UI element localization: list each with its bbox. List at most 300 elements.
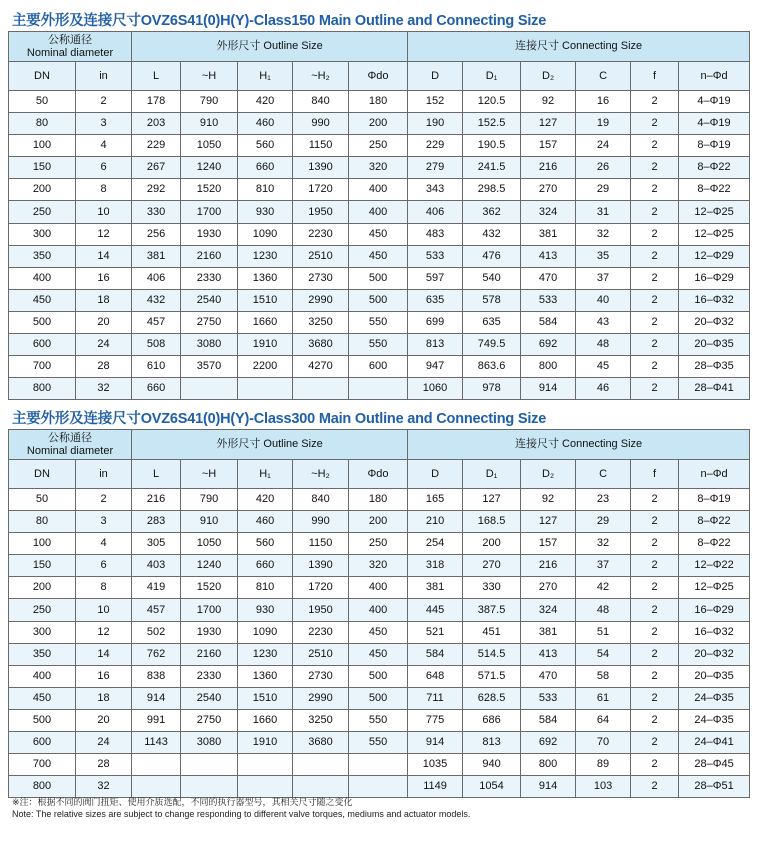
table-cell: 450 [349, 621, 408, 643]
table-cell: 20–Φ32 [679, 643, 750, 665]
table-cell: 150 [9, 157, 76, 179]
table-cell: 250 [349, 135, 408, 157]
table-cell: 127 [521, 113, 576, 135]
table-cell: 200 [349, 511, 408, 533]
table-cell: 2330 [181, 267, 238, 289]
table-cell: 600 [349, 356, 408, 378]
table-cell: 1520 [181, 179, 238, 201]
table-cell: 2 [631, 621, 679, 643]
table-cell: 165 [408, 489, 463, 511]
table-row [9, 356, 750, 378]
table-cell: 58 [576, 665, 631, 687]
table-cell: 8–Φ19 [679, 135, 750, 157]
table-cell: 450 [9, 687, 76, 709]
table-cell: 29 [576, 179, 631, 201]
note-chinese: ※注：根据不同的阀门扭矩、使用介质选配，不同的执行器型号，其相关尺寸随之变化 [12, 797, 353, 807]
table-cell: 540 [463, 267, 521, 289]
table-cell: 413 [521, 643, 576, 665]
column-header-body [9, 460, 750, 489]
column-header: Φdo [349, 460, 408, 489]
table-cell: 16–Φ32 [679, 621, 750, 643]
table-cell: 840 [293, 91, 349, 113]
table-cell: 10 [76, 201, 132, 223]
table-cell: 324 [521, 599, 576, 621]
table-cell: 470 [521, 665, 576, 687]
table-cell: 550 [349, 311, 408, 333]
table-cell: 635 [408, 289, 463, 311]
column-header: n–Φd [679, 460, 750, 489]
table-cell: 2 [76, 489, 132, 511]
table-row [9, 577, 750, 599]
table-cell: 476 [463, 245, 521, 267]
table-cell: 2 [631, 135, 679, 157]
column-header: in [76, 460, 132, 489]
table-cell: 28 [76, 356, 132, 378]
table-cell: 381 [521, 223, 576, 245]
table-row [9, 621, 750, 643]
table-cell: 387.5 [463, 599, 521, 621]
table-cell: 2 [631, 356, 679, 378]
table-cell: 400 [349, 577, 408, 599]
table-cell: 910 [181, 113, 238, 135]
table-cell: 990 [293, 113, 349, 135]
table-cell [181, 754, 238, 776]
table-cell: 533 [408, 245, 463, 267]
table-cell: 413 [521, 245, 576, 267]
table-cell: 4270 [293, 356, 349, 378]
column-header: n–Φd [679, 62, 750, 91]
table-cell: 450 [9, 289, 76, 311]
column-header: DN [9, 62, 76, 91]
connecting-size-header: 连接尺寸 Connecting Size [408, 430, 750, 460]
table-cell: 350 [9, 643, 76, 665]
table-cell: 686 [463, 709, 521, 731]
table-cell: 180 [349, 91, 408, 113]
table-cell: 1950 [293, 201, 349, 223]
table-cell: 229 [408, 135, 463, 157]
table-cell: 45 [576, 356, 631, 378]
table-cell: 560 [238, 533, 293, 555]
table-cell: 1510 [238, 289, 293, 311]
table-cell: 1060 [408, 378, 463, 400]
table-cell: 61 [576, 687, 631, 709]
table-cell: 2 [631, 334, 679, 356]
table-cell: 500 [349, 289, 408, 311]
table-cell: 270 [463, 555, 521, 577]
table-cell: 838 [132, 665, 181, 687]
table-cell: 502 [132, 621, 181, 643]
table-cell: 700 [9, 754, 76, 776]
column-header: D₁ [463, 62, 521, 91]
table-cell: 930 [238, 599, 293, 621]
table-cell: 3 [76, 113, 132, 135]
table-cell: 914 [521, 378, 576, 400]
table-cell [293, 378, 349, 400]
table-cell: 28–Φ51 [679, 776, 750, 798]
table-cell: 2 [631, 533, 679, 555]
table-cell: 460 [238, 511, 293, 533]
table-cell: 283 [132, 511, 181, 533]
column-header: f [631, 62, 679, 91]
table-cell: 50 [9, 91, 76, 113]
table-cell: 29 [576, 511, 631, 533]
table-cell: 250 [349, 533, 408, 555]
table-cell: 584 [521, 311, 576, 333]
column-header: H₁ [238, 62, 293, 91]
table-cell: 40 [576, 289, 631, 311]
table-cell: 813 [408, 334, 463, 356]
table-cell: 256 [132, 223, 181, 245]
table-cell: 1930 [181, 223, 238, 245]
table-cell: 2 [631, 201, 679, 223]
column-header: ~H₂ [293, 62, 349, 91]
table-cell: 150 [9, 555, 76, 577]
table-row [9, 179, 750, 201]
table-cell: 2 [631, 665, 679, 687]
table-cell: 840 [293, 489, 349, 511]
nominal-diameter-en: Nominal diameter [26, 444, 114, 457]
table-cell: 660 [132, 378, 181, 400]
table-cell [349, 378, 408, 400]
dimension-table-class150 [8, 31, 750, 400]
table-cell: 1240 [181, 555, 238, 577]
connecting-size-header: 连接尺寸 Connecting Size [408, 32, 750, 62]
table-cell: 1510 [238, 687, 293, 709]
table-row [9, 643, 750, 665]
table-cell: 12–Φ29 [679, 245, 750, 267]
table-cell: 560 [238, 135, 293, 157]
table-cell: 51 [576, 621, 631, 643]
table-cell: 457 [132, 311, 181, 333]
table-cell: 270 [521, 179, 576, 201]
table-cell: 990 [293, 511, 349, 533]
table-cell: 20–Φ32 [679, 311, 750, 333]
table-cell: 914 [521, 776, 576, 798]
table-title-class300: 主要外形及连接尺寸OVZ6S41(0)H(Y)-Class300 Main Outline and Connecting Size [12, 411, 547, 427]
table-cell: 24 [76, 732, 132, 754]
table-cell: 533 [521, 289, 576, 311]
table-cell: 1035 [408, 754, 463, 776]
table-cell: 103 [576, 776, 631, 798]
table-cell: 1090 [238, 621, 293, 643]
table-cell: 597 [408, 267, 463, 289]
table-cell: 16–Φ29 [679, 267, 750, 289]
table-cell: 157 [521, 533, 576, 555]
table-cell: 2 [631, 179, 679, 201]
table-cell: 1054 [463, 776, 521, 798]
table-cell: 500 [349, 267, 408, 289]
table-cell: 800 [9, 776, 76, 798]
table-cell: 2540 [181, 687, 238, 709]
table-cell: 450 [349, 643, 408, 665]
dimension-table-class300 [8, 429, 750, 798]
table-cell: 89 [576, 754, 631, 776]
table-cell [238, 754, 293, 776]
table-cell: 18 [76, 687, 132, 709]
table-cell: 3080 [181, 334, 238, 356]
table-cell: 24–Φ35 [679, 687, 750, 709]
table-cell: 432 [463, 223, 521, 245]
table-cell: 2 [631, 289, 679, 311]
table-cell: 1150 [293, 135, 349, 157]
table-cell: 120.5 [463, 91, 521, 113]
table-cell: 100 [9, 135, 76, 157]
table-cell: 947 [408, 356, 463, 378]
column-header: ~H [181, 460, 238, 489]
table-cell: 48 [576, 334, 631, 356]
table-cell: 203 [132, 113, 181, 135]
table-cell: 2 [631, 245, 679, 267]
table-cell: 419 [132, 577, 181, 599]
table-cell: 500 [349, 687, 408, 709]
table-cell: 19 [576, 113, 631, 135]
column-header: D₂ [521, 62, 576, 91]
table-cell: 46 [576, 378, 631, 400]
table-cell: 508 [132, 334, 181, 356]
table-cell: 810 [238, 179, 293, 201]
table-cell: 190.5 [463, 135, 521, 157]
table-row [9, 599, 750, 621]
table-cell: 12–Φ25 [679, 223, 750, 245]
table-cell: 483 [408, 223, 463, 245]
table-cell: 2990 [293, 687, 349, 709]
table-cell: 48 [576, 599, 631, 621]
table-cell: 330 [463, 577, 521, 599]
table-cell: 16 [576, 91, 631, 113]
table-cell: 12–Φ25 [679, 577, 750, 599]
table-cell: 216 [132, 489, 181, 511]
table-cell: 267 [132, 157, 181, 179]
table-cell: 343 [408, 179, 463, 201]
table-cell: 3250 [293, 709, 349, 731]
table-cell: 400 [9, 665, 76, 687]
table-cell: 8–Φ22 [679, 533, 750, 555]
nominal-diameter-cn: 公称通径 [48, 33, 92, 46]
table-cell: 3250 [293, 311, 349, 333]
table-cell: 28–Φ41 [679, 378, 750, 400]
table-cell: 14 [76, 643, 132, 665]
table-cell: 1050 [181, 135, 238, 157]
table-cell: 35 [576, 245, 631, 267]
table-cell: 1720 [293, 577, 349, 599]
table-cell: 37 [576, 267, 631, 289]
table-cell: 914 [408, 732, 463, 754]
table-cell: 381 [132, 245, 181, 267]
table-cell: 635 [463, 311, 521, 333]
table-cell: 400 [349, 201, 408, 223]
table-cell: 800 [9, 378, 76, 400]
table-cell: 250 [9, 201, 76, 223]
table-cell: 2330 [181, 665, 238, 687]
table-cell: 500 [349, 665, 408, 687]
table-row [9, 709, 750, 731]
table-cell: 910 [181, 511, 238, 533]
table-cell: 300 [9, 621, 76, 643]
table-cell: 514.5 [463, 643, 521, 665]
table-cell: 157 [521, 135, 576, 157]
table-cell: 210 [408, 511, 463, 533]
table-row [9, 555, 750, 577]
table-cell: 6 [76, 555, 132, 577]
table-cell: 1700 [181, 201, 238, 223]
table-cell: 270 [521, 577, 576, 599]
table-cell: 2 [631, 223, 679, 245]
table-cell: 403 [132, 555, 181, 577]
table-cell: 533 [521, 687, 576, 709]
table-cell: 1230 [238, 643, 293, 665]
table-cell: 200 [463, 533, 521, 555]
table-cell: 991 [132, 709, 181, 731]
table-cell: 31 [576, 201, 631, 223]
table-cell: 10 [76, 599, 132, 621]
table-row [9, 135, 750, 157]
table-row [9, 732, 750, 754]
table-cell: 450 [349, 245, 408, 267]
table-cell: 324 [521, 201, 576, 223]
table-cell: 20–Φ35 [679, 665, 750, 687]
note-english: Note: The relative sizes are subject to change responding to different valve torques, mediums and actuator models. [12, 809, 471, 819]
table-cell: 457 [132, 599, 181, 621]
table-cell [349, 776, 408, 798]
table-cell: 600 [9, 334, 76, 356]
table-cell: 127 [521, 511, 576, 533]
table-cell: 400 [349, 599, 408, 621]
table-cell: 2 [631, 709, 679, 731]
table-row [9, 223, 750, 245]
table-cell: 800 [521, 754, 576, 776]
table-cell: 3 [76, 511, 132, 533]
column-header: L [132, 62, 181, 91]
table-cell: 14 [76, 245, 132, 267]
table-cell: 2540 [181, 289, 238, 311]
table-cell [293, 754, 349, 776]
table-cell: 550 [349, 732, 408, 754]
table-cell: 200 [349, 113, 408, 135]
table-cell: 23 [576, 489, 631, 511]
table-cell: 2 [631, 157, 679, 179]
table-cell: 12–Φ25 [679, 201, 750, 223]
table-cell: 42 [576, 577, 631, 599]
table-cell: 1360 [238, 267, 293, 289]
table-cell: 1660 [238, 709, 293, 731]
table-cell: 4 [76, 135, 132, 157]
table-cell: 80 [9, 113, 76, 135]
table-cell: 406 [132, 267, 181, 289]
table-cell: 1230 [238, 245, 293, 267]
table-cell: 2230 [293, 621, 349, 643]
table-cell: 711 [408, 687, 463, 709]
table-cell: 26 [576, 157, 631, 179]
table-cell: 460 [238, 113, 293, 135]
column-header-body [9, 62, 750, 91]
table-cell: 216 [521, 157, 576, 179]
table-cell: 1950 [293, 599, 349, 621]
table-row [9, 289, 750, 311]
table-cell: 320 [349, 555, 408, 577]
header-row-groups [9, 430, 750, 460]
table-cell: 2 [631, 378, 679, 400]
table-cell: 2160 [181, 245, 238, 267]
table-cell: 2 [631, 577, 679, 599]
column-header: H₁ [238, 460, 293, 489]
table-cell: 3080 [181, 732, 238, 754]
table-cell: 1240 [181, 157, 238, 179]
column-header: DN [9, 460, 76, 489]
table-body [9, 91, 750, 400]
table-cell: 810 [238, 577, 293, 599]
table-row [9, 267, 750, 289]
table-cell: 32 [576, 533, 631, 555]
table-cell: 127 [463, 489, 521, 511]
table-cell: 216 [521, 555, 576, 577]
nominal-diameter-cn: 公称通径 [48, 431, 92, 444]
table-cell: 8 [76, 577, 132, 599]
column-header: ~H [181, 62, 238, 91]
table-cell: 12–Φ22 [679, 555, 750, 577]
table-cell: 16–Φ29 [679, 599, 750, 621]
column-header: D₁ [463, 460, 521, 489]
table-cell: 790 [181, 91, 238, 113]
table-cell: 16–Φ32 [679, 289, 750, 311]
outline-size-header: 外形尺寸 Outline Size [132, 32, 408, 62]
table-cell: 1090 [238, 223, 293, 245]
table-cell: 762 [132, 643, 181, 665]
table-cell: 200 [9, 577, 76, 599]
table-cell: 1520 [181, 577, 238, 599]
table-cell: 100 [9, 533, 76, 555]
table-cell: 1390 [293, 555, 349, 577]
table-cell: 381 [521, 621, 576, 643]
table-cell: 28–Φ45 [679, 754, 750, 776]
table-cell: 50 [9, 489, 76, 511]
table-cell: 628.5 [463, 687, 521, 709]
table-cell: 32 [76, 776, 132, 798]
table-cell: 362 [463, 201, 521, 223]
table-cell: 420 [238, 489, 293, 511]
table-cell: 20–Φ35 [679, 334, 750, 356]
table-cell: 470 [521, 267, 576, 289]
table-cell: 20 [76, 311, 132, 333]
table-cell: 298.5 [463, 179, 521, 201]
table-cell: 28 [76, 754, 132, 776]
column-header-row [9, 460, 750, 489]
table-cell: 254 [408, 533, 463, 555]
table-cell [349, 754, 408, 776]
table-cell: 2 [631, 687, 679, 709]
table-cell: 445 [408, 599, 463, 621]
table-cell: 318 [408, 555, 463, 577]
table-cell: 550 [349, 709, 408, 731]
table-cell: 600 [9, 732, 76, 754]
table-cell: 1150 [293, 533, 349, 555]
table-cell [181, 378, 238, 400]
table-cell: 1910 [238, 732, 293, 754]
table-cell: 381 [408, 577, 463, 599]
table-cell: 80 [9, 511, 76, 533]
table-cell: 4 [76, 533, 132, 555]
table-cell: 1930 [181, 621, 238, 643]
table-row [9, 511, 750, 533]
table-cell: 229 [132, 135, 181, 157]
column-header: C [576, 62, 631, 91]
outline-size-header: 外形尺寸 Outline Size [132, 430, 408, 460]
table-row [9, 754, 750, 776]
table-row [9, 91, 750, 113]
table-cell: 92 [521, 489, 576, 511]
table-cell: 180 [349, 489, 408, 511]
table-row [9, 489, 750, 511]
table-cell: 584 [521, 709, 576, 731]
